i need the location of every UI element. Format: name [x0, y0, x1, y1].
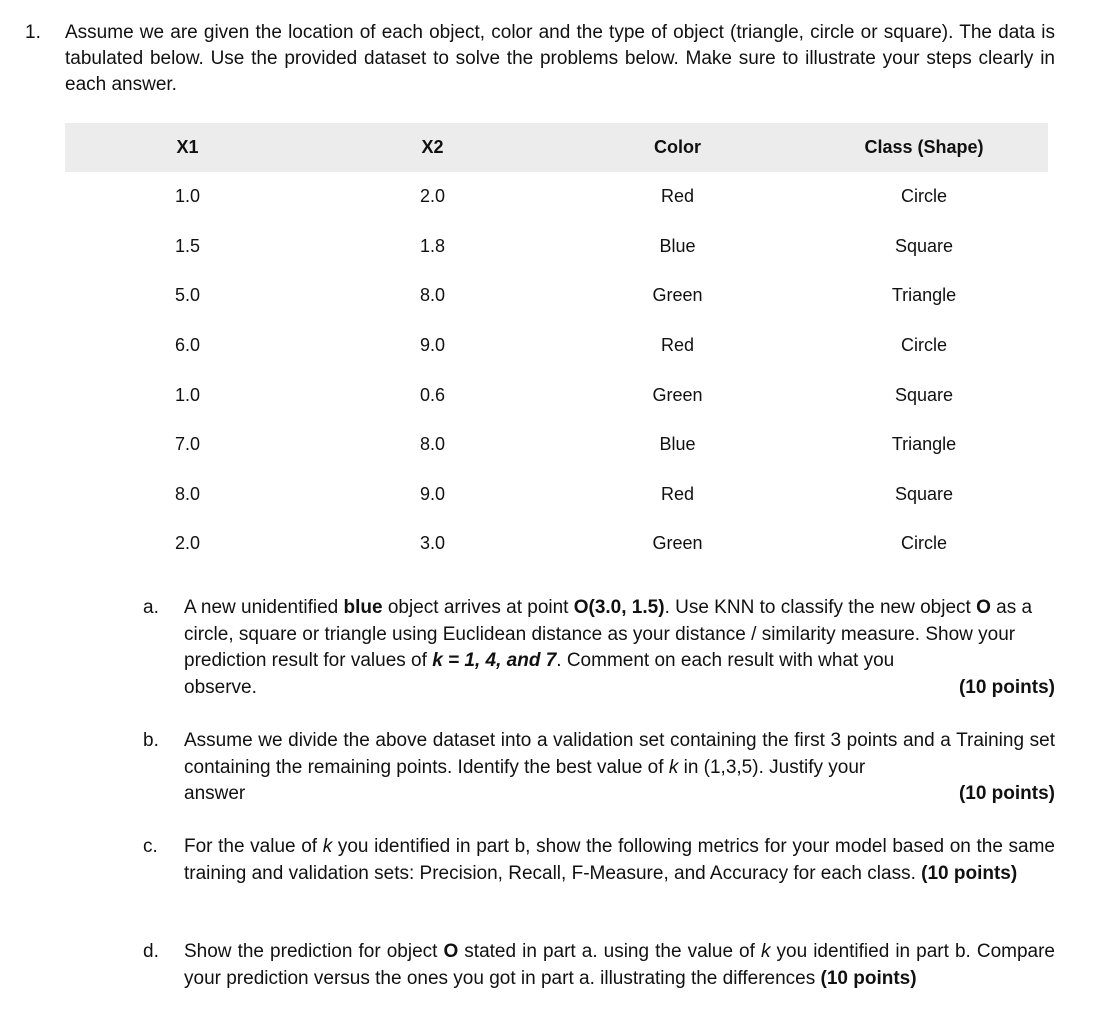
cell-color: Red: [660, 186, 695, 207]
cell-x2: 0.6: [419, 384, 446, 405]
header-color: Color: [555, 123, 800, 172]
part-a-text-5: . Comment on each result with what you: [556, 650, 895, 671]
part-a-text-last: observe.: [184, 676, 257, 698]
cell-x1: 1.0: [174, 186, 201, 207]
part-a-k-values: k = 1, 4, and 7: [432, 650, 557, 671]
part-b: [143, 728, 1055, 808]
cell-x1: 1.0: [174, 384, 201, 405]
cell-x1: 2.0: [174, 533, 201, 554]
header-x1: X1: [65, 123, 310, 172]
cell-class: Triangle: [891, 285, 957, 306]
cell-x1: 5.0: [174, 285, 201, 306]
part-a-last-line: [184, 675, 1055, 702]
cell-color: Red: [660, 335, 695, 356]
part-d-letter: d.: [143, 941, 159, 962]
cell-x2: 3.0: [419, 533, 446, 554]
table-row: [65, 420, 1048, 470]
part-b-text-last: answer: [184, 783, 246, 804]
cell-color: Green: [652, 384, 703, 405]
header-x2: X2: [310, 123, 555, 172]
part-b-text-1: Assume we divide the above dataset into a validation set containing the first 3 points and a Training set containing the remaining points. Identify the best value of: [184, 730, 1055, 778]
part-d-text-2: stated in part a. using the value of: [458, 941, 761, 962]
part-c: [143, 834, 1055, 887]
cell-class: Circle: [900, 335, 947, 356]
part-c-text: [184, 834, 1055, 887]
cell-x2: 1.8: [419, 235, 446, 256]
cell-x1: 6.0: [174, 335, 201, 356]
cell-x2: 8.0: [419, 434, 446, 455]
part-a-text-2: object arrives at point: [382, 597, 574, 618]
header-class: Class (Shape): [800, 123, 1048, 172]
part-c-k: k: [322, 836, 333, 857]
part-c-letter: c.: [143, 836, 158, 857]
part-a-text: [184, 595, 1055, 701]
part-b-letter: b.: [143, 730, 159, 751]
table-row: [65, 321, 1048, 371]
part-d-text-3: you identified in part b. Compare your prediction versus the ones you got in part a. illustrating the differences: [184, 941, 1055, 989]
cell-class: Square: [894, 483, 954, 504]
cell-x2: 9.0: [419, 483, 446, 504]
part-a-letter: a.: [143, 597, 159, 618]
part-d-text-1: Show the prediction for object: [184, 941, 444, 962]
part-d-bold-object: O: [443, 941, 459, 962]
table-row: [65, 519, 1048, 569]
question-number: 1.: [25, 22, 41, 43]
cell-color: Blue: [659, 235, 696, 256]
part-c-text-2: you identified in part b, show the following metrics for your model based on the same training and validation sets: Precision, Recall, F-Measure, and Accuracy for each class.: [184, 836, 1055, 884]
part-b-points: (10 points): [958, 783, 1055, 804]
cell-color: Blue: [659, 434, 696, 455]
part-d-k: k: [760, 941, 771, 962]
part-d-text: [184, 939, 1055, 992]
cell-x2: 2.0: [419, 186, 446, 207]
part-a-bold-blue: blue: [343, 597, 383, 618]
part-b-last-line: [184, 781, 1055, 808]
table-header-row: [65, 123, 1048, 172]
part-a-points: (10 points): [958, 676, 1055, 698]
part-a-text-1: A new unidentified: [184, 597, 344, 618]
part-a-text-3: . Use KNN to classify the new object: [664, 597, 977, 618]
cell-x1: 8.0: [174, 483, 201, 504]
part-b-text-2: in (1,3,5). Justify your: [678, 756, 866, 778]
cell-class: Square: [894, 384, 954, 405]
table-row: [65, 172, 1048, 222]
part-a-bold-point: O(3.0, 1.5): [573, 597, 665, 618]
part-a-bold-object: O: [976, 597, 991, 618]
cell-color: Red: [660, 483, 695, 504]
cell-color: Green: [652, 285, 703, 306]
cell-x2: 9.0: [419, 335, 446, 356]
cell-x1: 7.0: [174, 434, 201, 455]
question-intro: Assume we are given the location of each object, color and the type of object (triangle, circle or square). The data is tabulated below. Use the provided dataset to solve the problems below. Make sure to illustrate your steps clearly in each answer.: [65, 22, 1055, 95]
cell-x2: 8.0: [419, 285, 446, 306]
data-table: [65, 123, 1048, 569]
cell-class: Square: [894, 235, 954, 256]
cell-class: Triangle: [891, 434, 957, 455]
cell-class: Circle: [900, 533, 947, 554]
cell-color: Green: [652, 533, 703, 554]
part-b-text: [184, 728, 1055, 808]
part-a-text-4: as a circle, square or triangle using Euclidean distance as your distance / similarity measure. Show your prediction result for values of: [184, 597, 1033, 671]
cell-class: Circle: [900, 186, 947, 207]
part-c-points: (10 points): [921, 862, 1018, 884]
table-row: [65, 470, 1048, 520]
table-row: [65, 370, 1048, 420]
cell-x1: 1.5: [174, 235, 201, 256]
part-d: [143, 939, 1055, 992]
part-a: [143, 595, 1055, 701]
table-row: [65, 222, 1048, 272]
part-b-k: k: [668, 756, 679, 778]
table-row: [65, 271, 1048, 321]
part-c-text-1: For the value of: [184, 836, 323, 857]
part-d-points: (10 points): [820, 967, 917, 989]
